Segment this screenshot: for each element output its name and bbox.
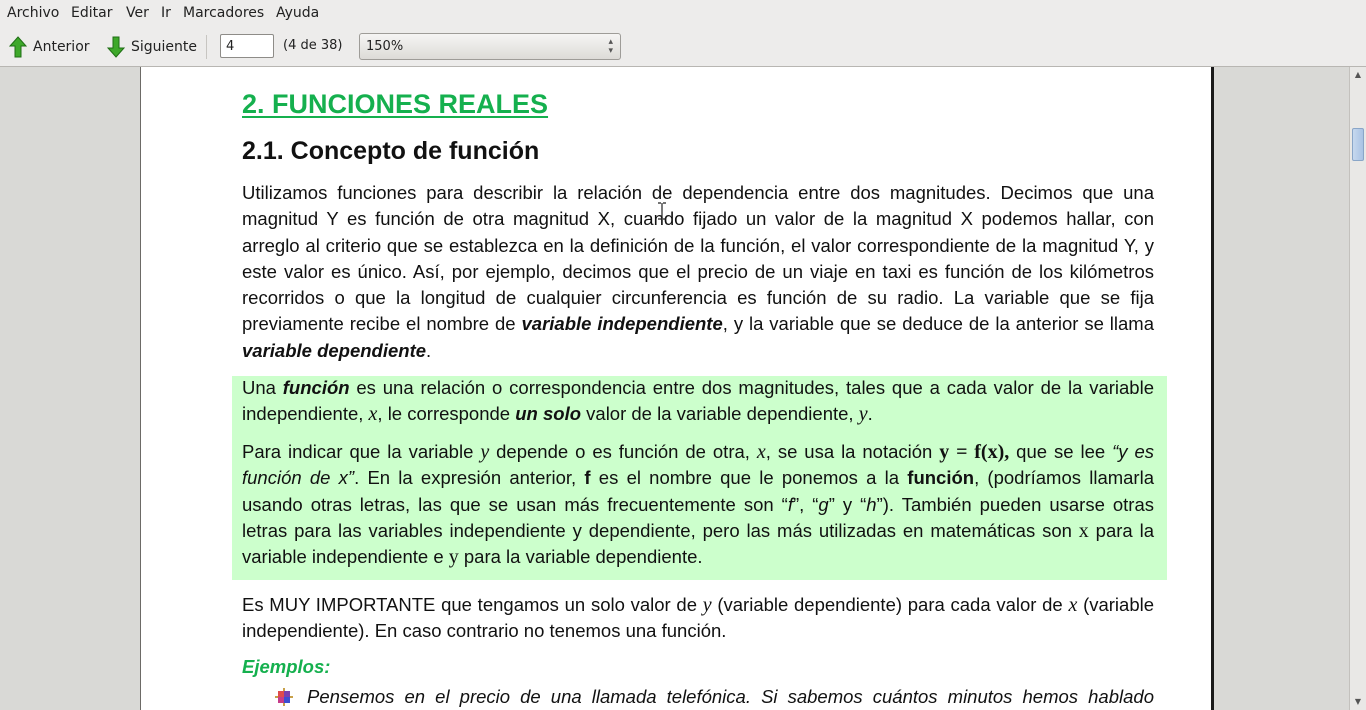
next-page-button[interactable]	[107, 34, 197, 60]
scroll-down-icon[interactable]: ▼	[1354, 697, 1362, 706]
definition-paragraph: Una función es una relación o correspondencia entre dos magnitudes, tales que a cada valor de la variable independiente, x, le corresponde un solo valor de la variable dependiente, y.	[242, 377, 1154, 426]
zoom-select[interactable]	[359, 33, 621, 60]
important-paragraph: Es MUY IMPORTANTE que tengamos un solo valor de y (variable dependiente) para cada valor de x (variable independiente). En caso contrario no tenemos una función.	[242, 594, 1155, 642]
vertical-scrollbar[interactable]	[1349, 67, 1366, 710]
arrow-up-icon	[9, 36, 27, 58]
page-count-label: (4 de 38)	[283, 38, 343, 53]
menu-ayuda[interactable]: Ayuda	[276, 5, 320, 21]
toolbar	[0, 27, 1366, 67]
document-viewer[interactable]	[0, 67, 1349, 710]
updown-arrows-icon: ▴ ▾	[608, 37, 613, 56]
examples-heading: Ejemplos:	[242, 656, 331, 677]
menu-editar[interactable]: Editar	[71, 5, 113, 21]
menubar	[0, 0, 1366, 27]
previous-page-label: Anterior	[33, 39, 90, 55]
menu-archivo[interactable]: Archivo	[7, 5, 60, 21]
toolbar-separator	[206, 35, 207, 59]
example-item: Pensemos en el precio de una llamada telefónica. Si sabemos cuántos minutos hemos hablado	[307, 686, 1154, 707]
page-number-input[interactable]	[220, 34, 274, 58]
bullet-icon	[275, 688, 293, 706]
scrollbar-thumb[interactable]	[1352, 128, 1364, 161]
notation-paragraph: Para indicar que la variable y depende o es función de otra, x, se usa la notación y = f(x), que se lee “y es función de x”. En la expresión anterior, f es el nombre que le ponemos a la función, (podríamos llamarla usando otras letras, las que se usan más frecuentemente son “f”, “g” y “h”). También pueden usarse otras letras para las variables independiente y dependiente, pero las más utilizadas en matemáticas son x para la variable independiente e y para la variable dependiente.	[242, 441, 1154, 569]
menu-ver[interactable]: Ver	[126, 5, 149, 21]
scroll-up-icon[interactable]: ▲	[1354, 70, 1362, 79]
menu-ir[interactable]: Ir	[161, 5, 171, 21]
pdf-page	[140, 67, 1214, 710]
zoom-value: 150%	[366, 39, 404, 54]
text-cursor-icon	[657, 202, 667, 220]
arrow-down-icon	[107, 36, 125, 58]
section-heading: 2. FUNCIONES REALES	[242, 89, 549, 119]
subsection-heading: 2.1. Concepto de función	[242, 137, 540, 165]
next-page-label: Siguiente	[131, 39, 198, 55]
menu-marcadores[interactable]: Marcadores	[183, 5, 265, 21]
intro-paragraph: Utilizamos funciones para describir la relación de dependencia entre dos magnitudes. Decimos que una magnitud Y es función de otra magnitud X, cuando fijado un valor de la magnitud X podemos hallar, con arreglo al criterio que se establezca en la definición de la función, el valor correspondiente de la magnitud Y, y este valor es único. Así, por ejemplo, decimos que el precio de un viaje en taxi es función de los kilómetros recorridos o que la longitud de cualquier circunferencia es función de su radio. La variable que se fija previamente recibe el nombre de variable independiente, y la variable que se deduce de la anterior se llama variable dependiente.	[242, 182, 1154, 361]
previous-page-button[interactable]	[9, 34, 90, 60]
